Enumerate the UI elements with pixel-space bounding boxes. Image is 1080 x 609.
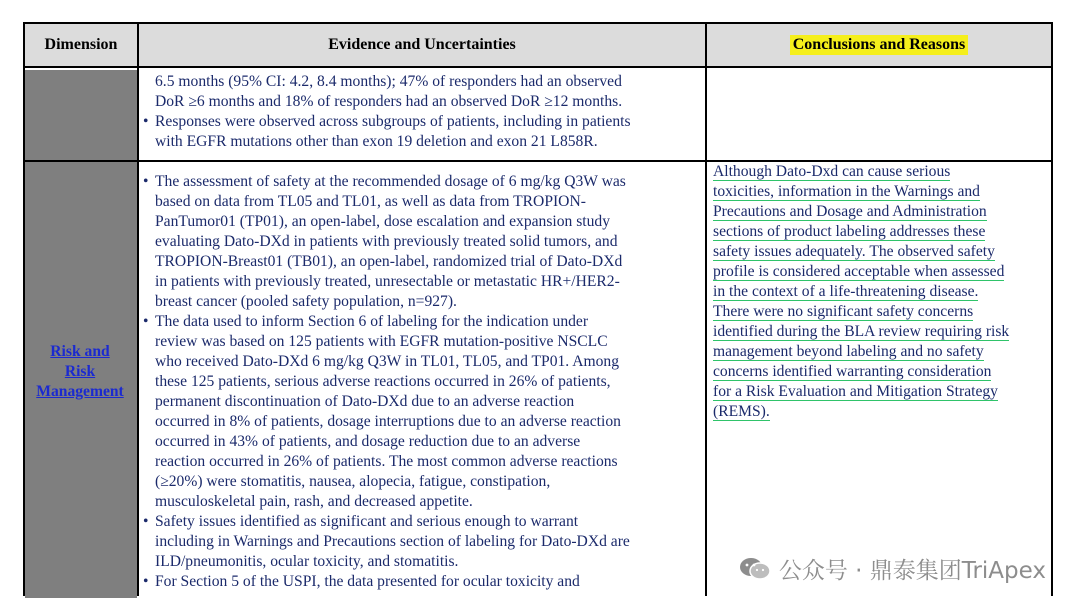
conclusion-text: (REMS). [713, 403, 770, 420]
header-dimension-label: Dimension [44, 36, 118, 53]
conclusion-line [713, 362, 1047, 382]
header-evidence [139, 24, 705, 68]
header-dimension [25, 24, 137, 68]
header-conclusions-label: Conclusions and Reasons [790, 35, 969, 55]
text-line: breast cancer (pooled safety population, n=927). [155, 293, 457, 310]
row2-bullet [141, 172, 701, 312]
conclusion-text: management beyond labeling and no safety [713, 343, 984, 360]
text-line: • The data used to inform Section 6 of labeling for the indication under [155, 313, 589, 330]
text-line: evaluating Dato-DXd in patients with previously treated solid tumors, and [155, 233, 618, 250]
dimension-line: Management [36, 383, 124, 400]
conclusion-line [713, 162, 1047, 182]
conclusion-line [713, 302, 1047, 322]
dimension-line: Risk and [50, 343, 110, 360]
dimension-column [25, 70, 137, 598]
conclusion-text: Precautions and Dosage and Administration [713, 203, 987, 220]
text-line: these 125 patients, serious adverse reactions occurred in 26% of patients, [155, 373, 611, 390]
text-line: reaction occurred in 26% of patients. The most common adverse reactions [155, 453, 618, 470]
text-line: with EGFR mutations other than exon 19 deletion and exon 21 L858R. [155, 133, 598, 150]
column-divider [137, 24, 139, 596]
row2-bullet [141, 512, 701, 572]
conclusion-line [713, 382, 1047, 402]
text-line: musculoskeletal pain, rash, and decreased appetite. [155, 493, 473, 510]
text-line: TROPION-Breast01 (TB01), an open-label, randomized trial of Dato-DXd [155, 253, 623, 270]
text-line: • The assessment of safety at the recommended dosage of 6 mg/kg Q3W was [155, 173, 626, 190]
text-line: in patients with previously treated, unresectable or metastatic HR+/HER2- [155, 273, 620, 290]
text-line: including in Warnings and Precautions section of labeling for Dato-DXd are [155, 533, 630, 550]
text-line: • For Section 5 of the USPI, the data presented for ocular toxicity and [155, 573, 580, 590]
text-line: review was based on 125 patients with EGFR mutation-positive NSCLC [155, 333, 608, 350]
conclusion-text: identified during the BLA review requiring risk [713, 323, 1010, 340]
conclusion-line [713, 182, 1047, 202]
conclusion-text: Although Dato-Dxd can cause serious [713, 163, 951, 180]
conclusion-text: sections of product labeling addresses these [713, 223, 986, 240]
watermark [735, 550, 1050, 587]
text-line: PanTumor01 (TP01), an open-label, dose escalation and expansion study [155, 213, 611, 230]
row2-conclusions [713, 162, 1047, 422]
conclusion-line [713, 222, 1047, 242]
conclusion-text: concerns identified warranting consideration [713, 363, 992, 380]
conclusion-line [713, 402, 1047, 422]
conclusion-text: for a Risk Evaluation and Mitigation Strategy [713, 383, 998, 400]
text-line: 6.5 months (95% CI: 4.2, 8.4 months); 47% of responders had an observed [155, 73, 622, 90]
text-line: based on data from TL05 and TL01, as well as data from TROPION- [155, 193, 586, 210]
conclusion-line [713, 202, 1047, 222]
conclusion-text: There were no significant safety concerns [713, 303, 974, 320]
text-line: (≥20%) were stomatitis, nausea, alopecia, fatigue, constipation, [155, 473, 551, 490]
wechat-icon [739, 556, 771, 582]
conclusion-text: toxicities, information in the Warnings and [713, 183, 980, 200]
row1-continued-text [141, 72, 701, 112]
conclusion-text: profile is considered acceptable when assessed [713, 263, 1005, 280]
risk-management-link[interactable] [25, 342, 135, 402]
text-line: ILD/pneumonitis, ocular toxicity, and stomatitis. [155, 553, 459, 570]
column-divider [705, 24, 707, 596]
header-conclusions [707, 24, 1051, 68]
text-line: • Responses were observed across subgroups of patients, including in patients [155, 113, 631, 130]
conclusion-text: safety issues adequately. The observed safety [713, 243, 995, 260]
text-line: occurred in 43% of patients, and dosage reduction due to an adverse [155, 433, 581, 450]
row2-bullet [141, 572, 701, 592]
text-line: • Safety issues identified as significant and serious enough to warrant [155, 513, 579, 530]
watermark-text: 公众号 · 鼎泰集团TriApex [778, 558, 1046, 584]
conclusion-line [713, 242, 1047, 262]
conclusion-line [713, 282, 1047, 302]
conclusion-text: in the context of a life-threatening disease. [713, 283, 979, 300]
row1-bullet [141, 112, 701, 152]
row2-evidence [141, 172, 701, 592]
text-line: permanent discontinuation of Dato-DXd due to an adverse reaction [155, 393, 575, 410]
row2-bullet [141, 312, 701, 512]
text-line: occurred in 8% of patients, dosage interruptions due to an adverse reaction [155, 413, 621, 430]
assessment-table [23, 22, 1053, 596]
header-evidence-label: Evidence and Uncertainties [328, 36, 516, 53]
text-line: who received Dato-DXd 6 mg/kg Q3W in TL01, TL05, and TP01. Among [155, 353, 620, 370]
dimension-line: Risk [64, 363, 96, 380]
row1-evidence [141, 72, 701, 152]
conclusion-line [713, 342, 1047, 362]
conclusion-line [713, 322, 1047, 342]
conclusion-line [713, 262, 1047, 282]
text-line: DoR ≥6 months and 18% of responders had an observed DoR ≥12 months. [155, 93, 623, 110]
